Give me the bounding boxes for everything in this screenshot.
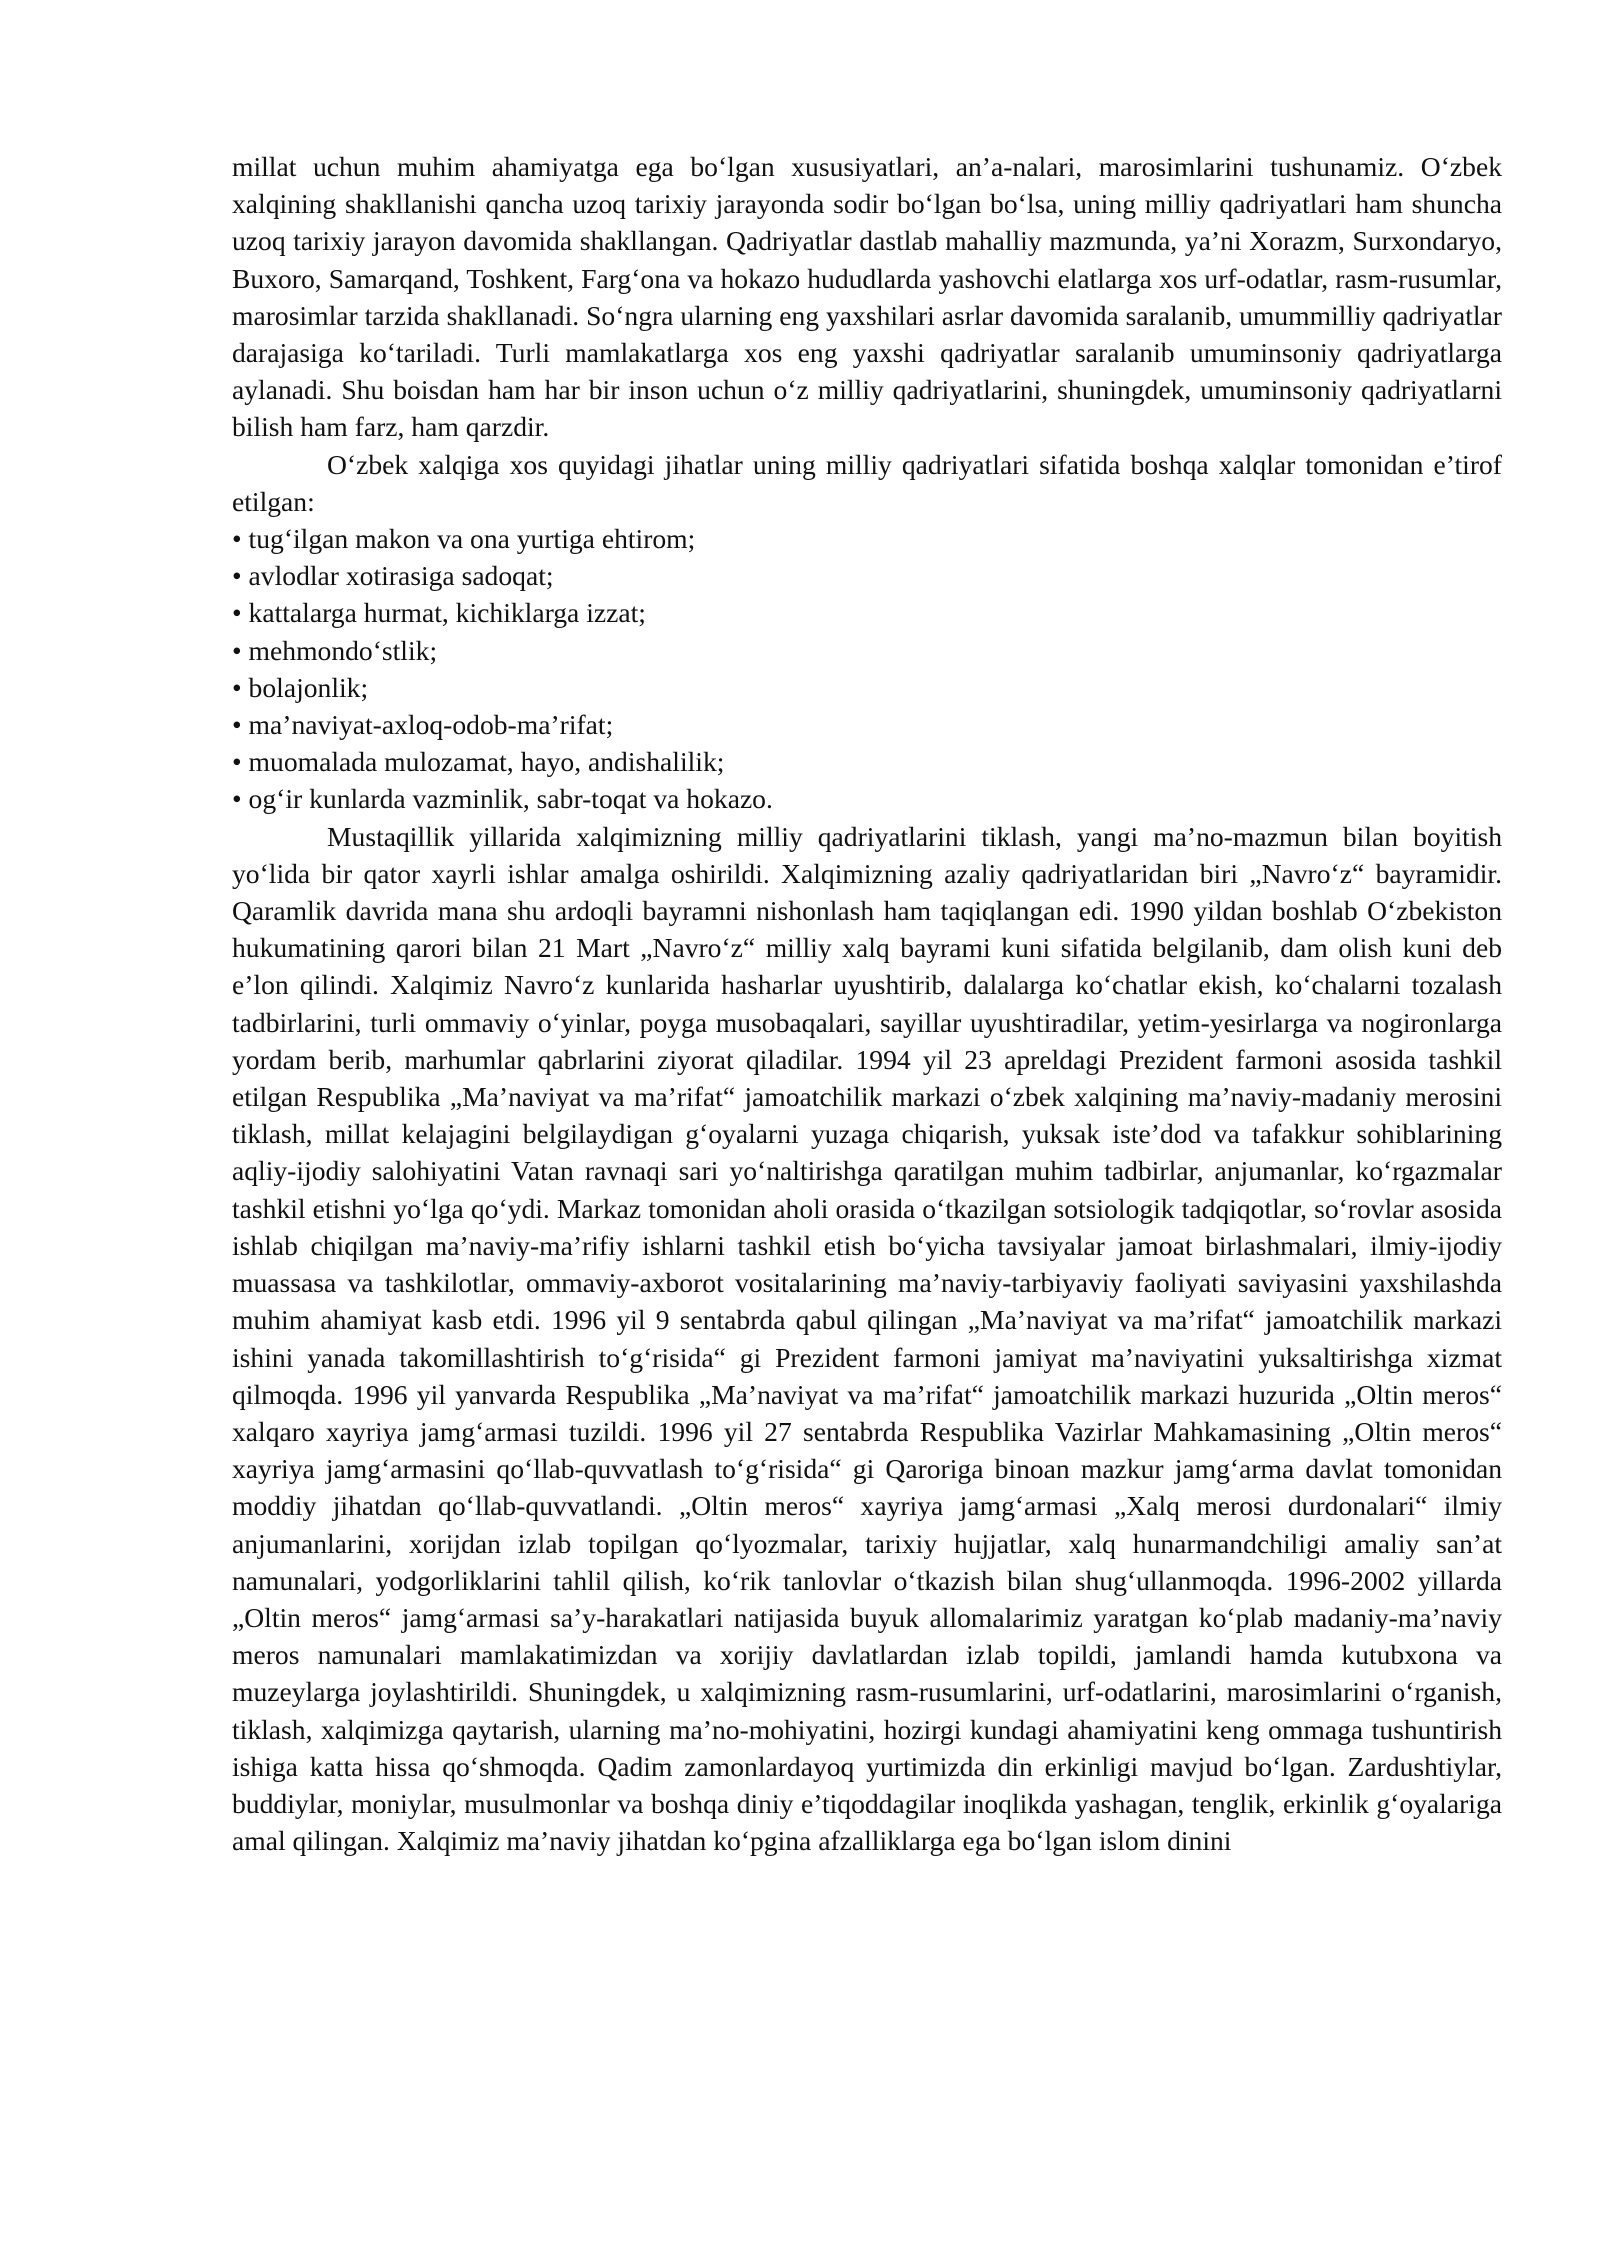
list-item: • ma’naviyat-axloq-odob-ma’rifat; bbox=[232, 709, 614, 741]
values-list bbox=[232, 520, 1502, 818]
body-paragraph: O‘zbek xalqiga xos quyidagi jihatlar uning milliy qadriyatlari sifatida boshqa xalqlar tomonidan e’tirof etilgan: bbox=[232, 448, 1502, 517]
list-item: • og‘ir kunlarda vazminlik, sabr-toqat va hokazo. bbox=[232, 783, 773, 815]
list-item: • bolajonlik; bbox=[232, 671, 369, 703]
body-paragraph: Mustaqillik yillarida xalqimizning milliy qadriyatlarini tiklash, yangi ma’no-mazmun bilan boyitish yo‘lida bir qator xayrli ishlar amalga oshirildi. Xalqimizning azaliy qadriyatlaridan biri „Navro‘z“ bayramidir. Qaramlik davrida mana shu ardoqli bayramni nishonlash ham taqiqlangan edi. 1990 yildan boshlab O‘zbekiston hukumatining qarori bilan 21 Mart „Navro‘z“ milliy xalq bayrami kuni sifatida belgilanib, dam olish kuni deb e’lon qilindi. Xalqimiz Navro‘z kunlarida hasharlar uyushtirib, dalalarga ko‘chatlar ekish, ko‘chalarni tozalash tadbirlarini, turli ommaviy o‘yinlar, poyga musobaqalari, sayillar uyushtiradilar, yetim-yesirlarga va nogironlarga yordam berib, marhumlar qabrlarini ziyorat qiladilar. 1994 yil 23 apreldagi Prezident farmoni asosida tashkil etilgan Respublika „Ma’naviyat va ma’rifat“ jamoatchilik markazi o‘zbek xalqining ma’naviy-madaniy merosini tiklash, millat kelajagini belgilaydigan g‘oyalarni yuzaga chiqarish, yuksak iste’dod va tafakkur sohiblarining aqliy-ijodiy salohiyatini Vatan ravnaqi sari yo‘naltirishga qaratilgan muhim tadbirlar, anjumanlar, ko‘rgazmalar tashkil etishni yo‘lga qo‘ydi. Markaz tomonidan aholi orasida o‘tkazilgan sotsiologik tadqiqotlar, so‘rovlar asosida ishlab chiqilgan ma’naviy-ma’rifiy ishlarni tashkil etish bo‘yicha tavsiyalar jamoat birlashmalari, ilmiy-ijodiy muassasa va tashkilotlar, ommaviy-axborot vositalarining ma’naviy-tarbiyaviy faoliyati saviyasini yaxshilashda muhim ahamiyat kasb etdi. 1996 yil 9 sentabrda qabul qilingan „Ma’naviyat va ma’rifat“ jamoatchilik markazi ishini yanada takomillashtirish to‘g‘risida“ gi Prezident farmoni jamiyat ma’naviyatini yuksaltirishga xizmat qilmoqda. 1996 yil yanvarda Respublika „Ma’naviyat va ma’rifat“ jamoatchilik markazi huzurida „Oltin meros“ xalqaro xayriya jamg‘armasi tuzildi. 1996 yil 27 sentabrda Respublika Vazirlar Mahkamasining „Oltin meros“ xayriya jamg‘armasini qo‘llab-quvvatlash to‘g‘risida“ gi Qaroriga binoan mazkur jamg‘arma davlat tomonidan moddiy jihatdan qo‘llab-quvvatlandi. „Oltin meros“ xayriya jamg‘armasi „Xalq merosi durdonalari“ ilmiy anjumanlarini, xorijdan izlab topilgan qo‘lyozmalar, tarixiy hujjatlar, xalq hunarmandchiligi amaliy san’at namunalari, yodgorliklarini tahlil qilish, ko‘rik tanlovlar o‘tkazish bilan shug‘ullanmoqda. 1996-2002 yillarda „Oltin meros“ jamg‘armasi sa’y-harakatlari natijasida buyuk allomalarimiz yaratgan ko‘plab madaniy-ma’naviy meros namunalari mamlakatimizdan va xorijiy davlatlardan izlab topildi, jamlandi hamda kutubxona va muzeylarga joylashtirildi. Shuningdek, u xalqimizning rasm-rusumlarini, urf-odatlarini, marosimlarini o‘rganish, tiklash, xalqimizga qaytarish, ularning ma’no-mohiyatini, hozirgi kundagi ahamiyatini keng ommaga tushuntirish ishiga katta hissa qo‘shmoqda. Qadim zamonlardayoq yurtimizda din erkinligi mavjud bo‘lgan. Zardushtiylar, buddiylar, moniylar, musulmonlar va boshqa diniy e’tiqoddagilar inoqlikda yashagan, tenglik, erkinlik g‘oyalariga amal qilingan. Xalqimiz ma’naviy jihatdan ko‘pgina afzalliklarga ega bo‘lgan islom dinini bbox=[232, 820, 1502, 1857]
list-item: • muomalada mulozamat, hayo, andishalilik; bbox=[232, 746, 725, 778]
body-paragraph: millat uchun muhim ahamiyatga ega bo‘lgan xususiyatlari, an’a-nalari, marosimlarini tushunamiz. O‘zbek xalqining shakllanishi qancha uzoq tarixiy jarayonda sodir bo‘lgan bo‘lsa, uning milliy qadriyatlari ham shuncha uzoq tarixiy jarayon davomida shakllangan. Qadriyatlar dastlab mahalliy mazmunda, ya’ni Xorazm, Surxondaryo, Buxoro, Samarqand, Toshkent, Farg‘ona va hokazo hududlarda yashovchi elatlarga xos urf-odatlar, rasm-rusumlar, marosimlar tarzida shakllanadi. So‘ngra ularning eng yaxshilari asrlar davomida saralanib, umummilliy qadriyatlar darajasiga ko‘tariladi. Turli mamlakatlarga xos eng yaxshi qadriyatlar saralanib umuminsoniy qadriyatlarga aylanadi. Shu boisdan ham har bir inson uchun o‘z milliy qadriyatlarini, shuningdek, umuminsoniy qadriyatlarni bilish ham farz, ham qarzdir. bbox=[232, 151, 1502, 443]
document-page bbox=[232, 148, 1502, 1859]
list-item: • kattalarga hurmat, kichiklarga izzat; bbox=[232, 597, 646, 629]
list-item: • avlodlar xotirasiga sadoqat; bbox=[232, 560, 554, 592]
list-item: • tug‘ilgan makon va ona yurtiga ehtirom; bbox=[232, 523, 696, 555]
list-item: • mehmondo‘stlik; bbox=[232, 634, 438, 666]
